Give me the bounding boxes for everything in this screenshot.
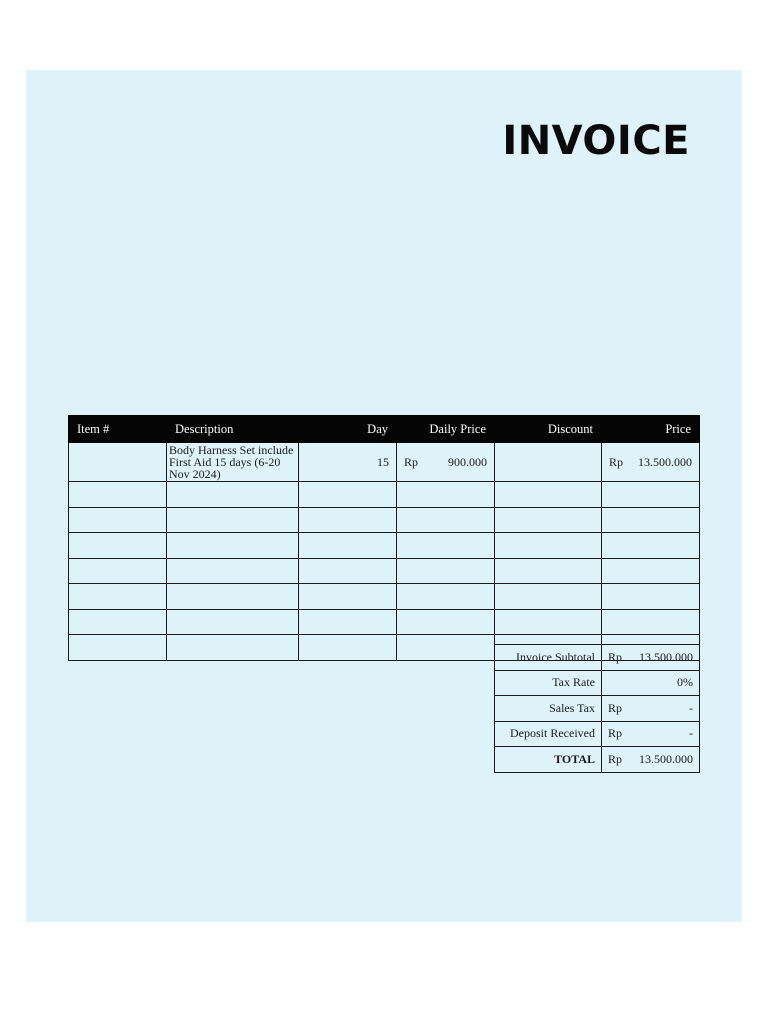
subtotal-cell [602,645,700,671]
subtotal-row [495,645,700,671]
total-cell [602,747,700,773]
table-row [69,507,700,533]
table-header-row [69,416,700,443]
total-currency: Rp [608,751,623,766]
subtotal-value: 13.500.000 [639,649,693,664]
totals-table [494,644,700,773]
cell-price [602,443,700,482]
tax-rate-label: Tax Rate [495,670,602,696]
table-row [69,558,700,584]
total-value: 13.500.000 [639,751,693,766]
deposit-label: Deposit Received [495,721,602,747]
table-row [69,609,700,635]
line-items-table [68,415,700,661]
table-row [69,584,700,610]
table-row [69,443,700,482]
sales-tax-cell [602,696,700,722]
daily-price-currency: Rp [404,454,419,469]
tax-rate-row [495,670,700,696]
cell-day: 15 [299,443,397,482]
header-price: Price [602,416,700,443]
daily-price-value: 900.000 [448,454,487,469]
deposit-value: - [689,726,693,741]
sales-tax-row [495,696,700,722]
header-daily-price: Daily Price [397,416,495,443]
header-item-number: Item # [69,416,167,443]
deposit-currency: Rp [608,726,623,741]
price-currency: Rp [609,454,624,469]
subtotal-currency: Rp [608,649,623,664]
deposit-row [495,721,700,747]
sales-tax-currency: Rp [608,700,623,715]
tax-rate-value: 0% [602,670,700,696]
header-day: Day [299,416,397,443]
sales-tax-label: Sales Tax [495,696,602,722]
total-label: TOTAL [495,747,602,773]
deposit-cell [602,721,700,747]
subtotal-label: Invoice Subtotal [495,645,602,671]
cell-daily-price [397,443,495,482]
table-row [69,533,700,559]
cell-discount [495,443,602,482]
total-row [495,747,700,773]
table-row [69,482,700,508]
header-discount: Discount [495,416,602,443]
invoice-title: INVOICE [502,118,690,164]
price-value: 13.500.000 [638,454,692,469]
cell-item-number [69,443,167,482]
sales-tax-value: - [689,700,693,715]
header-description: Description [167,416,299,443]
cell-description: Body Harness Set include First Aid 15 days (6-20 Nov 2024) [167,443,299,482]
